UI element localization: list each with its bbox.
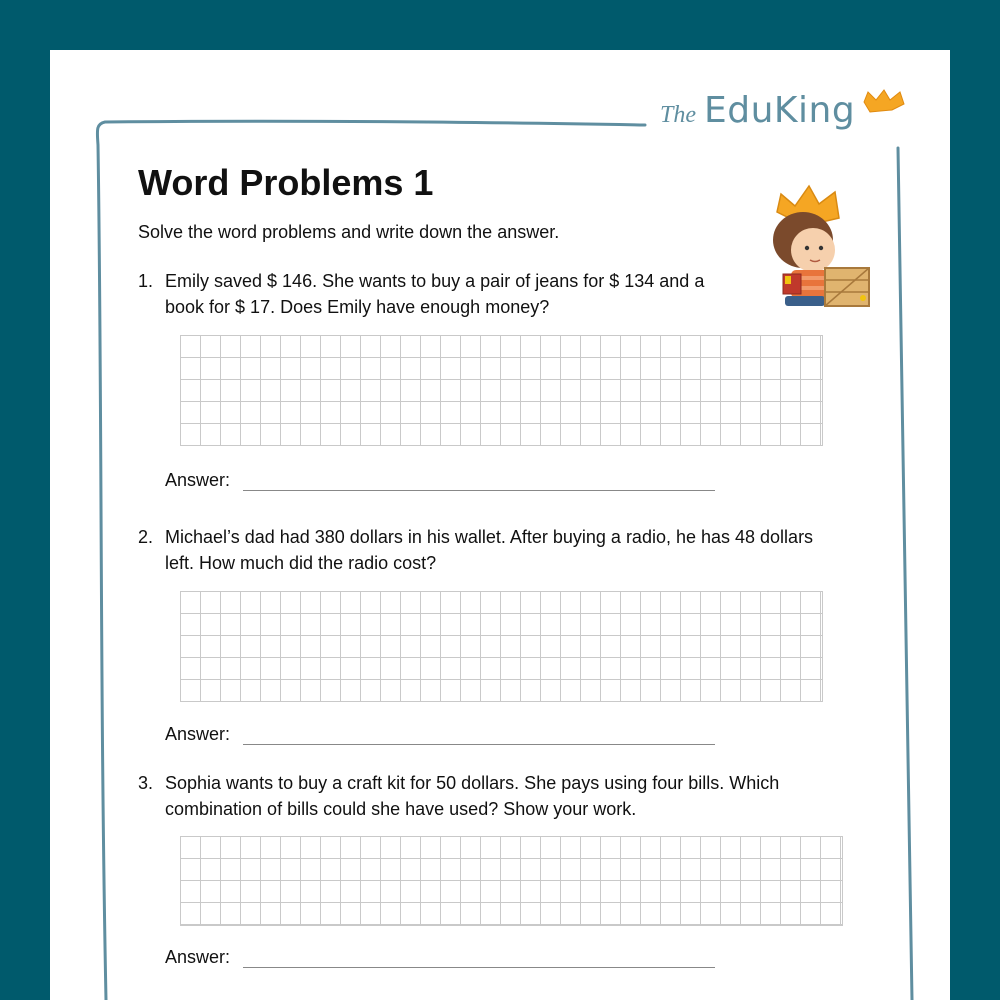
problem-text-line-1: Sophia wants to buy a craft kit for 50 dollars. She pays using four bills. Which: [165, 773, 780, 793]
answer-label-2: Answer:: [165, 724, 231, 744]
problem-text-line-1: Emily saved $ 146. She wants to buy a pair of jeans for $ 134 and a: [165, 271, 705, 291]
answer-label-1: Answer:: [165, 470, 231, 490]
answer-line-3[interactable]: [243, 967, 715, 968]
problem-2: [138, 524, 813, 576]
answer-line-2[interactable]: [243, 744, 715, 745]
problem-text-line-2: book for $ 17. Does Emily have enough money?: [165, 297, 550, 317]
problem-3: [138, 770, 779, 822]
crown-icon: [862, 88, 906, 118]
work-grid-2[interactable]: [180, 591, 823, 702]
worksheet-page: [50, 50, 950, 1000]
instructions-text: Solve the word problems and write down the answer.: [138, 222, 560, 242]
eduking-logo: [660, 90, 855, 131]
page-title: Word Problems 1: [138, 162, 434, 203]
answer-label-3: Answer:: [165, 947, 231, 967]
problem-number: 2.: [138, 527, 154, 547]
problem-text-line-2: combination of bills could she have used? Show your work.: [165, 799, 637, 819]
problem-number: 1.: [138, 271, 154, 291]
problem-text-line-2: left. How much did the radio cost?: [165, 553, 437, 573]
problem-number: 3.: [138, 773, 154, 793]
answer-line-1[interactable]: [243, 490, 715, 491]
work-grid-3[interactable]: [180, 836, 843, 926]
brand-name: EduKing: [704, 90, 856, 131]
boy-reading-illustration: [755, 160, 875, 310]
problem-text-line-1: Michael’s dad had 380 dollars in his wallet. After buying a radio, he has 48 dollars: [165, 527, 814, 547]
work-grid-1[interactable]: [180, 335, 823, 446]
brand-prefix: The: [660, 102, 696, 128]
problem-1: [138, 268, 704, 320]
